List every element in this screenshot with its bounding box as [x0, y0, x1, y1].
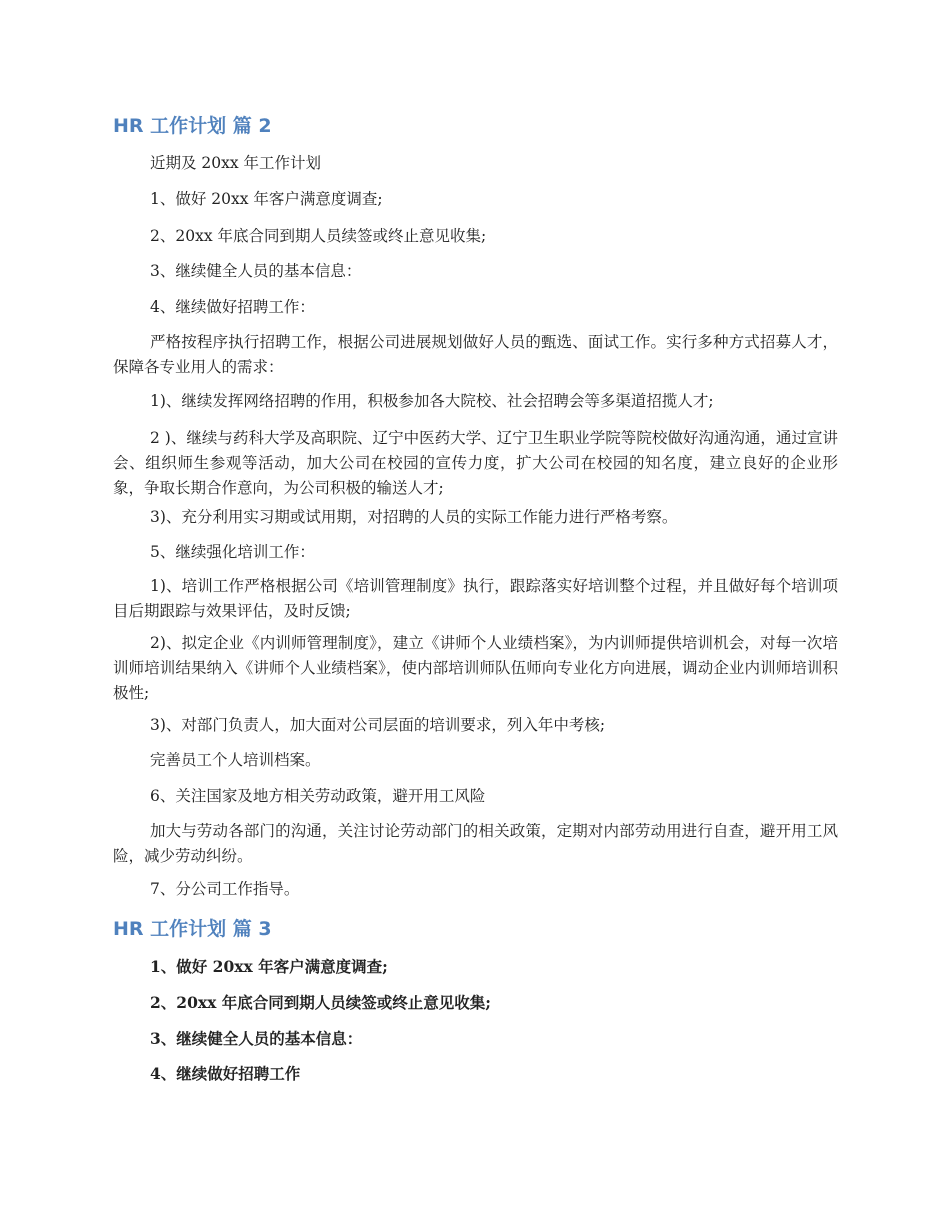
- paragraph-training-sub-2: 2)、拟定企业《内训师管理制度》，建立《讲师个人业绩档案》，为内训师提供培训机会，对每一次培训师培训结果纳入《讲师个人业绩档案》，使内部培训师队伍师向专业化方向进展，调动企业内训师培训积极性;: [113, 634, 838, 702]
- paragraph-labor-communication: 加大与劳动各部门的沟通，关注讨论劳动部门的相关政策，定期对内部劳动用进行自查，避开用工风险，减少劳动纠纷。: [113, 822, 838, 865]
- paragraph-item-5: 5、继续强化培训工作：: [150, 543, 315, 561]
- paragraph-recruit-sub-3: 3)、充分利用实习期或试用期，对招聘的人员的实际工作能力进行严格考察。: [150, 508, 678, 526]
- paragraph-s3-item-4: 4、继续做好招聘工作: [150, 1064, 301, 1083]
- paragraph-item-2: 2、20xx 年底合同到期人员续签或终止意见收集;: [150, 227, 487, 245]
- paragraph-near-term-plan: 近期及 20xx 年工作计划: [150, 154, 322, 172]
- paragraph-s3-item-3: 3、继续健全人员的基本信息：: [150, 1029, 363, 1048]
- paragraph-item-1: 1、做好 20xx 年客户满意度调查;: [150, 190, 383, 208]
- paragraph-s3-item-1: 1、做好 20xx 年客户满意度调查;: [150, 957, 388, 976]
- paragraph-recruit-sub-2: 2 )、继续与药科大学及高职院、辽宁中医药大学、辽宁卫生职业学院等院校做好沟通沟通，通过宣讲会、组织师生参观等活动，加大公司在校园的宣传力度，扩大公司在校园的知名度，建立良好的企业形象，争取长期合作意向，为公司积极的输送人才;: [113, 429, 838, 497]
- paragraph-item-3: 3、继续健全人员的基本信息：: [150, 262, 362, 280]
- section-heading-3: HR 工作计划 篇 3: [113, 918, 272, 940]
- paragraph-recruit-process: 严格按程序执行招聘工作，根据公司进展规划做好人员的甄选、面试工作。实行多种方式招募人才，保障各专业用人的需求：: [113, 333, 838, 376]
- paragraph-s3-item-2: 2、20xx 年底合同到期人员续签或终止意见收集;: [150, 993, 491, 1012]
- paragraph-item-7: 7、分公司工作指导。: [150, 880, 300, 898]
- paragraph-item-6: 6、关注国家及地方相关劳动政策，避开用工风险: [150, 787, 486, 805]
- paragraph-recruit-sub-1: 1)、继续发挥网络招聘的作用，积极参加各大院校、社会招聘会等多渠道招揽人才;: [150, 392, 714, 410]
- paragraph-item-4: 4、继续做好招聘工作：: [150, 298, 315, 316]
- paragraph-training-sub-1: 1)、培训工作严格根据公司《培训管理制度》执行，跟踪落实好培训整个过程，并且做好每个培训项目后期跟踪与效果评估，及时反馈;: [113, 577, 838, 620]
- paragraph-training-sub-3: 3)、对部门负责人，加大面对公司层面的培训要求，列入年中考核;: [150, 716, 606, 734]
- paragraph-training-archive: 完善员工个人培训档案。: [150, 751, 321, 769]
- section-heading-2: HR 工作计划 篇 2: [113, 115, 272, 137]
